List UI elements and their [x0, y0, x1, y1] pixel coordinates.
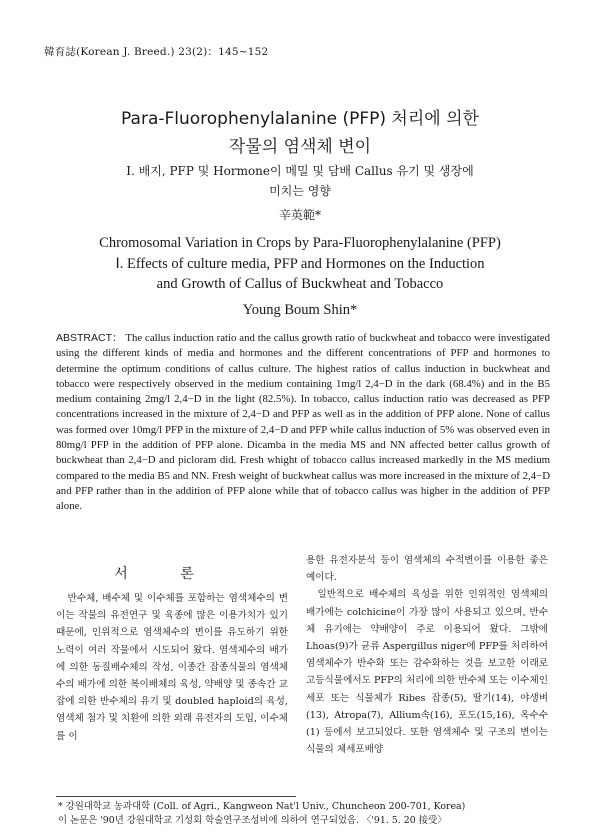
abstract-label: ABSTRACT：	[56, 332, 123, 344]
korean-author: 辛英範*	[278, 208, 321, 222]
footnote-divider	[56, 796, 296, 797]
section-heading-introduction: 서 론	[114, 566, 218, 582]
footnote-affiliation: * 강원대학교 농과대학 (Coll. of Agri., Kangweon Nat'l Univ., Chuncheon 200-701, Korea)	[58, 801, 466, 812]
journal-citation: 韓育誌(Korean J. Breed.) 23(2)：145∼152	[44, 46, 269, 58]
korean-subtitle-line2: 미치는 영향	[269, 184, 331, 198]
abstract	[56, 331, 550, 515]
left-paragraph: 반수체, 배수체 및 이수체를 포함하는 염색체수의 변이는 작물의 유전연구 및 육종에 많은 이용가치가 있기 때문에, 인위적으로 염색체수의 변이를 유도하기 위한 노력이 여러 작물에서 시도되어 왔다. 염색체수의 배가에 의한 동질배수체의 작성, 이종간 잡종식물의 염색체수의 배가에 의한 복이배체의 육성, 약배양 및 종속간 교잡에 의한 반수체의 유기 및 doubled haploid의 육성, 염색체 첨가 및 치환에 의한 외래 유전자의 도입, 이수체를 이	[56, 593, 288, 742]
left-column	[56, 590, 288, 745]
korean-title-line1: Para-Fluorophenylalanine (PFP) 처리에 의한	[121, 109, 479, 129]
english-title-line1: Chromosomal Variation in Crops by Para-Fluorophenylalanine (PFP)	[99, 235, 501, 251]
right-column	[306, 552, 548, 758]
footnote-funding: 이 논문은 '90년 강원대학교 기성회 학술연구조성비에 의하여 연구되었음. 〈'91. 5. 20 接受〉	[58, 815, 447, 826]
abstract-text: The callus induction ratio and the callus growth ratio of buckwheat and tobacco were investigated using the different kinds of media and hormones and the different concentrations of PFP and hormones to determine the optimum conditions of callus culture. The highest ratios of callus induction in buckwheat and tobacco were respectively observed in the medium containing 1mg/l 2,4−D in the dark (68.4%) and in the B5 medium containing 2mg/l 2,4−D in the light (82.5%). In tobacco, callus induction ratio was decreased as PFP concentrations increased in the mixture of 2,4−D and PFP as well as in the addition of PFP alone. None of callus was formed over 10mg/l PFP in the mixture of 2,4−D and PFP while callus induction of 5% was observed even in 80mg/l PFP in the addition of PFP alone. Dicamba in the media MS and NN affected better callus growth of buckwheat than 2,4−D and picloram did. Fresh whight of tobacco callus increased markedly in the MS medium compared to the media B5 and NN. Fresh weight of buckwheat callus was more increased in the mixture of 2,4−D and PFP rather than in the addition of PFP alone while that of tobacco callus was higher in the addition of PFP alone.	[56, 332, 550, 513]
korean-subtitle-line1: Ⅰ. 배지, PFP 및 Hormone이 메밀 및 담배 Callus 유기 및 생장에	[126, 164, 474, 178]
english-subtitle-line1: Ⅰ. Effects of culture media, PFP and Hormones on the Induction	[115, 256, 485, 272]
english-subtitle-line2: and Growth of Callus of Buckwheat and Tobacco	[156, 276, 444, 292]
right-paragraph-continued: 용한 유전자분석 등이 염색체의 수적변이를 이용한 좋은 예이다.	[306, 555, 548, 584]
korean-title-line2: 작물의 염색체 변이	[228, 137, 372, 157]
right-paragraph: 일반적으로 배수체의 육성을 위한 인위적인 염색체의 배가에는 colchicine이 가장 많이 사용되고 있으며, 반수체 유기에는 약배양이 주로 이용되어 왔다. 그밖에 Lhoas(9)가 균류 Aspergillus niger에 PFP를 처리하여 염색체수가 반수화 또는 감수화하는 것을 보고한 이래로 고등식물에서도 PFP의 처리에 의한 반수체 또는 이수체인 세포 또는 식물체가 Ribes 잡종(5), 딸기(14), 야생벼(13), Atropa(7), Allium속(16), 포도(15,16), 옥수수(1) 등에서 보고되었다. 또한 염색체수 및 구조의 변이는 식물의 체세포배양	[306, 589, 548, 756]
english-author: Young Boum Shin*	[242, 302, 358, 318]
